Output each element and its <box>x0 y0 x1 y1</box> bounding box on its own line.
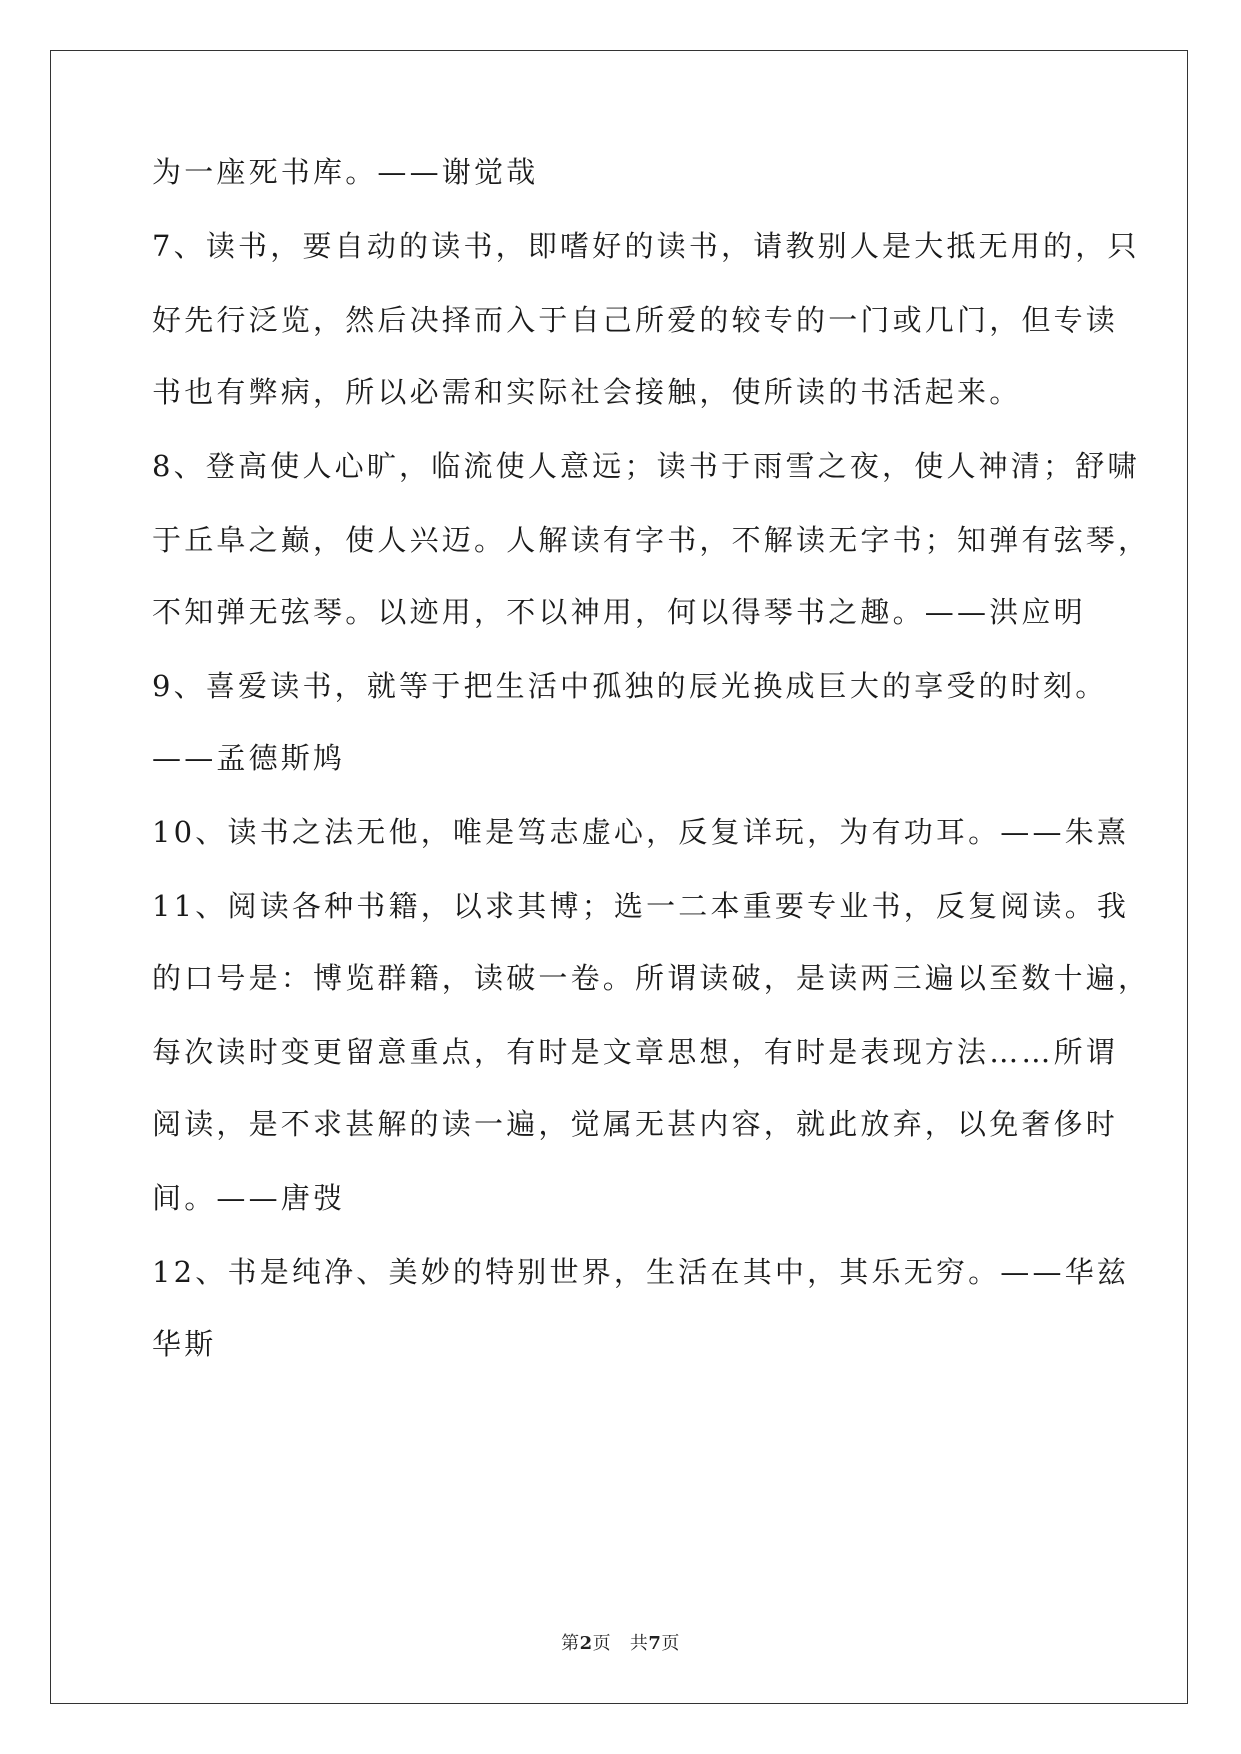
text-line: 10、读书之法无他，唯是笃志虚心，反复详玩，为有功耳。——朱熹 <box>152 815 1130 849</box>
text-line: 的口号是：博览群籍，读破一卷。所谓读破，是读两三遍以至数十遍， <box>152 961 1151 995</box>
text-line: 9、喜爱读书，就等于把生活中孤独的辰光换成巨大的享受的时刻。 <box>152 669 1108 703</box>
text-line: 阅读，是不求甚解的读一遍，觉属无甚内容，就此放弃，以免奢侈时 <box>152 1107 1119 1141</box>
page-total: 7 <box>648 1633 662 1654</box>
text-line: ——孟德斯鸠 <box>152 741 346 775</box>
page-current: 2 <box>579 1633 593 1654</box>
page-number-footer <box>0 1632 1241 1656</box>
page-suffix: 页 <box>592 1633 612 1654</box>
page-prefix: 第 <box>561 1633 580 1654</box>
total-prefix: 共 <box>629 1633 649 1654</box>
text-line: 12、书是纯净、美妙的特别世界，生活在其中，其乐无穷。——华兹 <box>152 1255 1130 1289</box>
text-line: 为一座死书库。——谢觉哉 <box>152 155 539 189</box>
total-suffix: 页 <box>661 1633 680 1654</box>
text-line: 7、读书，要自动的读书，即嗜好的读书，请教别人是大抵无用的，只 <box>152 229 1140 263</box>
text-line: 8、登高使人心旷，临流使人意远；读书于雨雪之夜，使人神清；舒啸 <box>152 449 1140 483</box>
text-line: 好先行泛览，然后决择而入于自己所爱的较专的一门或几门，但专读 <box>152 303 1119 337</box>
page-border <box>50 50 1188 1704</box>
text-line: 11、阅读各种书籍，以求其博；选一二本重要专业书，反复阅读。我 <box>152 889 1130 923</box>
text-line: 书也有弊病，所以必需和实际社会接触，使所读的书活起来。 <box>152 375 1022 409</box>
text-line: 间。——唐弢 <box>152 1181 346 1215</box>
text-line: 华斯 <box>152 1327 217 1361</box>
text-line: 每次读时变更留意重点，有时是文章思想，有时是表现方法……所谓 <box>152 1035 1119 1069</box>
text-line: 于丘阜之巅，使人兴迈。人解读有字书，不解读无字书；知弹有弦琴， <box>152 523 1151 557</box>
text-line: 不知弹无弦琴。以迹用，不以神用，何以得琴书之趣。——洪应明 <box>152 595 1086 629</box>
